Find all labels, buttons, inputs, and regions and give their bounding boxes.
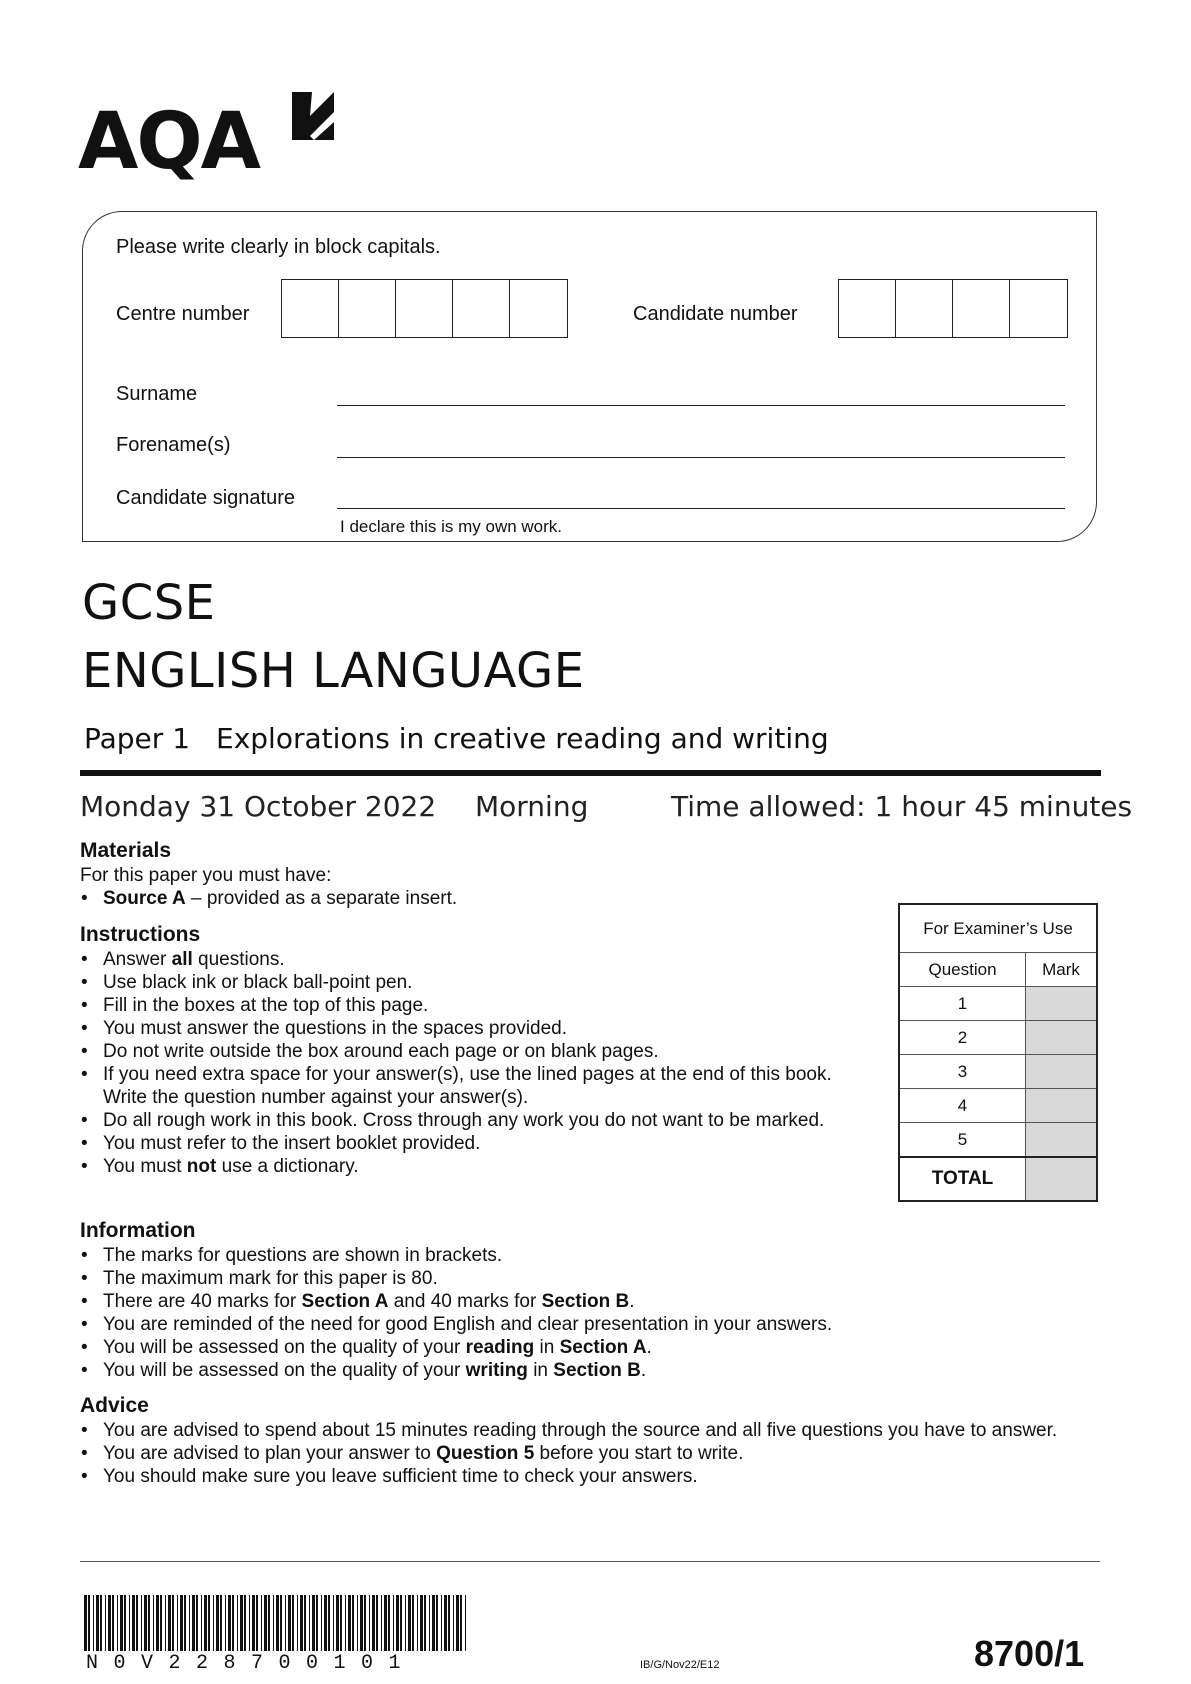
barcode-bar [144,1595,147,1651]
barcode-bar [369,1595,370,1651]
list-item: • If you need extra space for your answer(s), use the lined pages at the end of this book. Write the question number against your answer(s). [80,1063,840,1109]
barcode-bar [441,1595,442,1651]
barcode-bar [84,1595,87,1651]
barcode-bar [268,1595,270,1651]
barcode-bar [328,1595,330,1651]
barcode-bar [424,1595,426,1651]
question-number: 3 [899,1055,1026,1089]
barcode-bar [168,1595,171,1651]
barcode-bar [220,1595,222,1651]
barcode-bar [309,1595,310,1651]
list-item: • The marks for questions are shown in brackets. [80,1244,1040,1267]
barcode-bar [376,1595,378,1651]
instructions-list [80,948,840,1178]
barcode-bar [360,1595,363,1651]
table-row [899,1055,1097,1089]
barcode-bar [156,1595,159,1651]
digit-box[interactable] [453,280,510,337]
list-item: • There are 40 marks for Section A and 40 marks for Section B. [80,1290,1040,1313]
barcode-bar [184,1595,186,1651]
barcode-bar [312,1595,315,1651]
list-item: • You are reminded of the need for good English and clear presentation in your answers. [80,1313,1040,1336]
barcode-bar [357,1595,358,1651]
barcode-bar [105,1595,106,1651]
centre-number-label: Centre number [116,303,250,325]
barcode-bar [429,1595,430,1651]
barcode-bar [465,1595,466,1651]
barcode-bar [292,1595,294,1651]
barcode-bar [201,1595,202,1651]
barcode-bar [240,1595,243,1651]
question-column-header: Question [899,953,1026,987]
mark-cell [1026,987,1097,1021]
instructions-heading: Instructions [80,923,201,946]
advice-section [80,1393,1080,1488]
barcode-bar [180,1595,183,1651]
advice-heading: Advice [80,1394,149,1417]
barcode-bar [372,1595,375,1651]
information-section [80,1218,1040,1382]
materials-heading: Materials [80,839,172,862]
barcode-bar [192,1595,195,1651]
signature-label: Candidate signature [116,487,296,509]
list-item: • You are advised to plan your answer to Question 5 before you start to write. [80,1442,1080,1465]
examiner-table-title: For Examiner’s Use [899,904,1097,953]
paper-name: Explorations in creative reading and writing [216,722,829,755]
barcode-bar [148,1595,150,1651]
mark-cell [1026,1089,1097,1123]
barcode-bar [177,1595,178,1651]
barcode-bar [436,1595,438,1651]
title-rule [80,770,1101,776]
barcode-bar [352,1595,354,1651]
instructions-section [80,922,840,1178]
barcode-bar [340,1595,342,1651]
barcode-bar [408,1595,411,1651]
barcode-bar [189,1595,190,1651]
barcode-bar [333,1595,334,1651]
barcode-bar [273,1595,274,1651]
digit-box[interactable] [510,280,567,337]
time-allowed: Time allowed: 1 hour 45 minutes [671,790,1133,823]
barcode-bar [100,1595,102,1651]
barcode-bar [96,1595,99,1651]
mark-cell [1026,1055,1097,1089]
list-item: • The maximum mark for this paper is 80. [80,1267,1040,1290]
barcode-bar [165,1595,166,1651]
barcode-text: N0V228700101 [86,1652,417,1675]
barcode-bar [285,1595,286,1651]
barcode-bar [280,1595,282,1651]
list-item: • Use black ink or black ball-point pen. [80,971,840,994]
paper-code: 8700/1 [974,1633,1085,1674]
table-row [899,1089,1097,1123]
question-number: 1 [899,987,1026,1021]
list-item: • Fill in the boxes at the top of this page. [80,994,840,1017]
barcode-bar [453,1595,454,1651]
barcode-bar [460,1595,462,1651]
qualification-title: GCSE [82,575,216,631]
list-item: • Do not write outside the box around each page or on blank pages. [80,1040,840,1063]
digit-box[interactable] [396,280,453,337]
barcode-bar [196,1595,198,1651]
mark-cell [1026,1021,1097,1055]
list-item: • You will be assessed on the quality of your reading in Section A. [80,1336,1040,1359]
signature-field[interactable] [337,508,1065,509]
list-item: • You will be assessed on the quality of your writing in Section B. [80,1359,1040,1382]
digit-box[interactable] [1010,280,1067,337]
barcode-image [84,1595,469,1651]
barcode-bar [393,1595,394,1651]
declaration-text: I declare this is my own work. [340,517,563,536]
barcode-bar [384,1595,387,1651]
barcode-bar [204,1595,207,1651]
materials-section [80,838,457,910]
barcode-bar [276,1595,279,1651]
barcode-bar [160,1595,162,1651]
barcode-bar [400,1595,402,1651]
question-number: 4 [899,1089,1026,1123]
list-item: • Answer all questions. [80,948,840,971]
barcode-bar [93,1595,94,1651]
barcode-bar [345,1595,346,1651]
list-item: • You should make sure you leave sufficient time to check your answers. [80,1465,1080,1488]
barcode-bar [117,1595,118,1651]
total-mark-cell [1026,1157,1097,1201]
barcode-bar [388,1595,390,1651]
barcode-bar [153,1595,154,1651]
barcode-bar [417,1595,418,1651]
barcode-bar [129,1595,130,1651]
barcode-bar [213,1595,214,1651]
mark-column-header: Mark [1026,953,1097,987]
block-capitals-instruction: Please write clearly in block capitals. [116,236,441,258]
digit-box[interactable] [896,280,953,337]
list-item: • Source A – provided as a separate insert. [80,887,457,910]
mark-cell [1026,1123,1097,1158]
digit-box[interactable] [839,280,896,337]
list-item: • You must not use a dictionary. [80,1155,840,1178]
information-list [80,1244,1040,1382]
materials-intro: For this paper you must have: [80,865,332,886]
question-number: 5 [899,1123,1026,1158]
barcode-bar [381,1595,382,1651]
barcode-bar [288,1595,291,1651]
barcode-bar [261,1595,262,1651]
barcode-bar [264,1595,267,1651]
paper-reference: IB/G/Nov22/E12 [640,1659,720,1671]
barcode-bar [364,1595,366,1651]
barcode-bar [324,1595,327,1651]
barcode-bar [321,1595,322,1651]
surname-label: Surname [116,383,198,405]
total-label: TOTAL [899,1157,1026,1201]
subject-title: ENGLISH LANGUAGE [82,643,585,699]
barcode-bar [108,1595,111,1651]
list-item: • Do all rough work in this book. Cross through any work you do not want to be marked. [80,1109,840,1132]
barcode-bar [124,1595,126,1651]
barcode-bar [336,1595,339,1651]
list-item: • You must answer the questions in the spaces provided. [80,1017,840,1040]
barcode-bar [396,1595,399,1651]
list-item: • You are advised to spend about 15 minutes reading through the source and all five questions you have to answer. [80,1419,1080,1442]
barcode-bar [249,1595,250,1651]
centre-number-boxes[interactable] [281,279,568,338]
barcode-bar [456,1595,459,1651]
barcode-bar [252,1595,255,1651]
candidate-number-label: Candidate number [633,303,798,325]
barcode-bar [237,1595,238,1651]
barcode-bar [244,1595,246,1651]
surname-field[interactable] [337,405,1065,406]
svg-text:AQA: AQA [78,97,260,184]
paper-title [84,722,829,755]
examiner-use-table [898,903,1098,1202]
barcode-bar [132,1595,135,1651]
barcode-bar [348,1595,351,1651]
barcode-bar [228,1595,231,1651]
barcode-bar [316,1595,318,1651]
barcode-bar [256,1595,258,1651]
barcode-bar [141,1595,142,1651]
information-heading: Information [80,1219,196,1242]
digit-box[interactable] [282,280,339,337]
barcode-bar [420,1595,423,1651]
barcode-bar [88,1595,90,1651]
digit-box[interactable] [339,280,396,337]
exam-session: Morning [475,790,589,823]
exam-date: Monday 31 October 2022 [80,790,437,823]
aqa-logo [78,88,348,184]
digit-box[interactable] [953,280,1010,337]
table-row [899,987,1097,1021]
list-item: • You must refer to the insert booklet provided. [80,1132,840,1155]
barcode-bar [172,1595,174,1651]
barcode-bar [405,1595,406,1651]
barcode-bar [432,1595,435,1651]
forenames-label: Forename(s) [116,434,231,456]
barcode-bar [448,1595,450,1651]
question-number: 2 [899,1021,1026,1055]
barcode-bar [216,1595,219,1651]
table-row [899,1123,1097,1158]
barcode-bar [300,1595,303,1651]
barcode-bar [444,1595,447,1651]
barcode-bar [208,1595,210,1651]
barcode-bar [136,1595,138,1651]
barcode-bar [304,1595,306,1651]
barcode-bar [297,1595,298,1651]
table-row [899,1021,1097,1055]
barcode-bar [112,1595,114,1651]
paper-number: Paper 1 [84,722,191,755]
barcode-bar [120,1595,123,1651]
advice-list [80,1419,1080,1488]
barcode-bar [412,1595,414,1651]
candidate-number-boxes[interactable] [838,279,1068,338]
barcode-bar [232,1595,234,1651]
forenames-field[interactable] [337,457,1065,458]
barcode-bar [225,1595,226,1651]
footer-rule [80,1561,1100,1562]
